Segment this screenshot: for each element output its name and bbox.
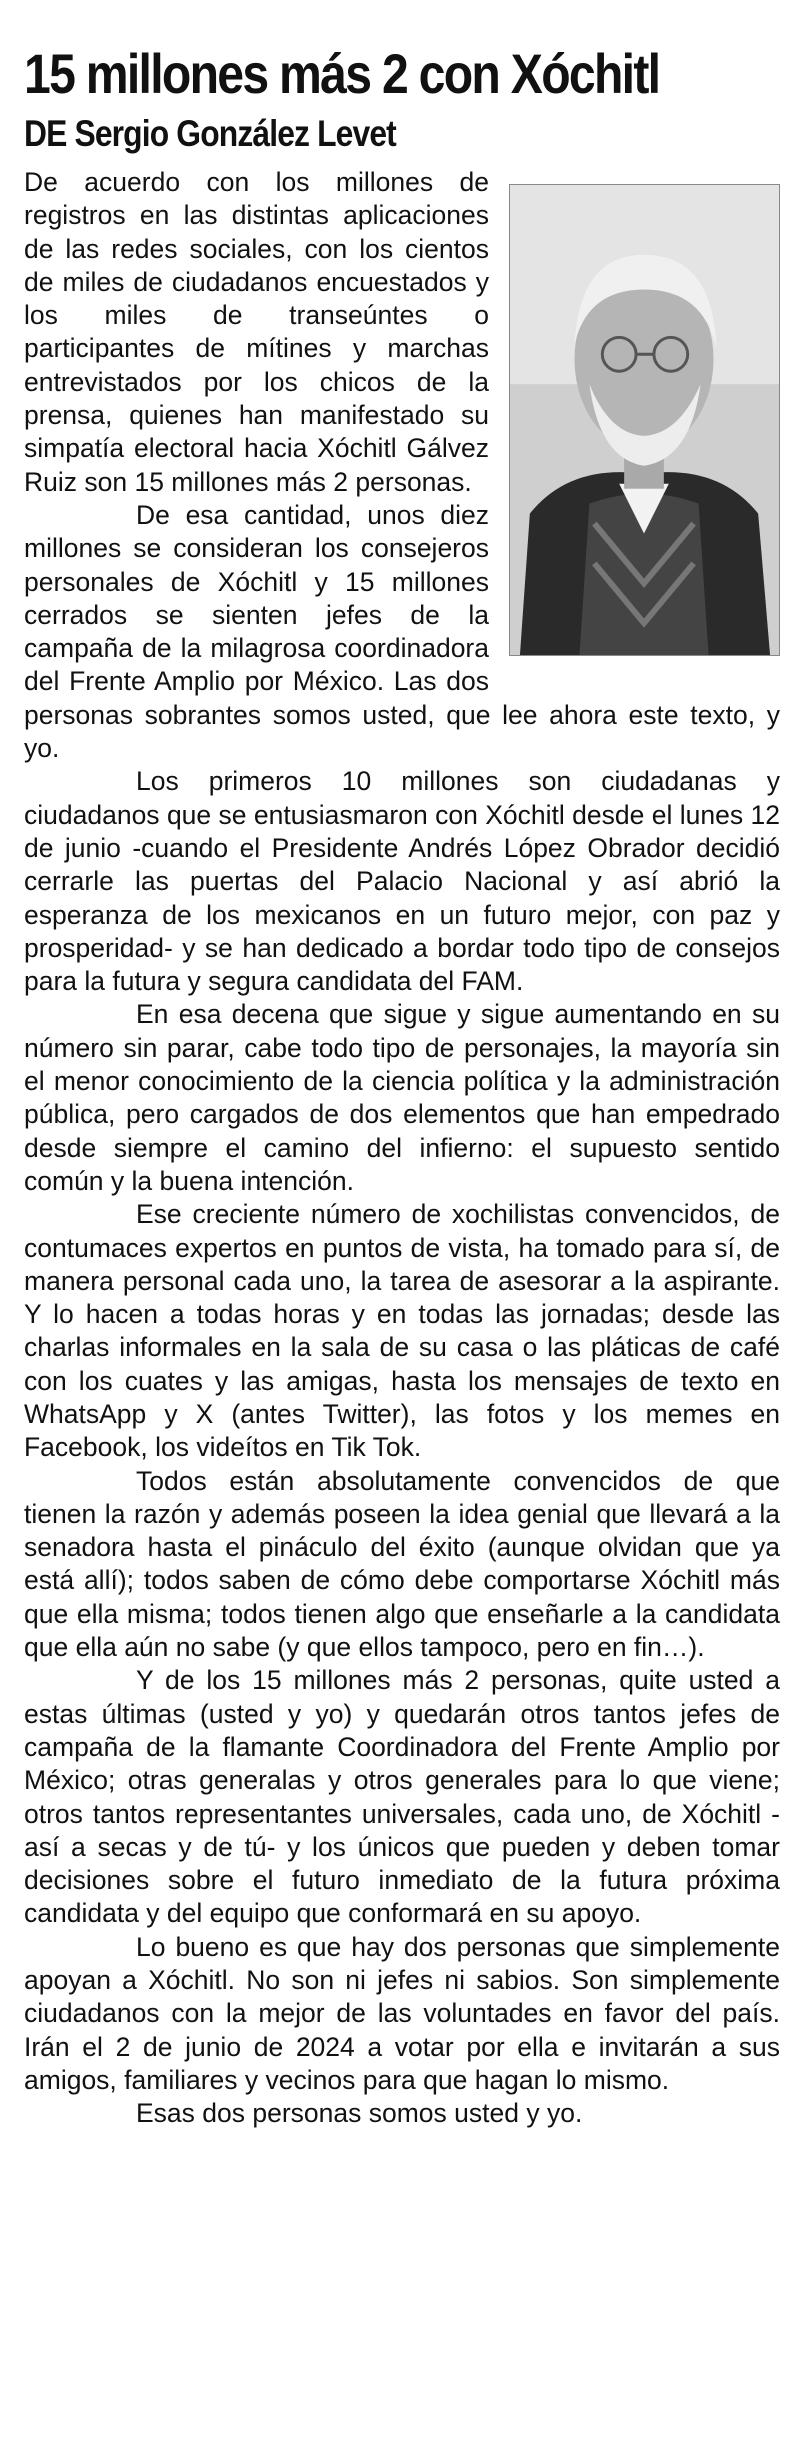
paragraph: Lo bueno es que hay dos personas que simplemente apoyan a Xóchitl. No son ni jefes ni sabios. Son simplemente ciudadanos con la mejor de las voluntades en favor del país. Irán el 2 de junio de 2024 a votar por ella e invitarán a sus amigos, familiares y vecinos para que hagan lo mismo. (24, 1931, 780, 2095)
author-portrait-icon (509, 184, 780, 656)
paragraph: Ese creciente número de xochilistas convencidos, de contumaces expertos en puntos de vista, ha tomado para sí, de manera personal cada uno, la tarea de asesorar a la aspirante. Y lo hacen a todas horas y en todas las jornadas; desde las charlas informales en la sala de su casa o las pláticas de café con los cuates y las amigas, hasta los mensajes de texto en WhatsApp y X (antes Twitter), las fotos y los memes en Facebook, los videítos en Tik Tok. (24, 1199, 780, 1463)
paragraph: De acuerdo con los millones de registros en las distintas aplicaciones de las redes sociales, con los cientos de miles de ciudadanos encuestados y los miles de transeúntes o participantes de mítines y marchas entrevistados por los chicos de la prensa, quienes han manifestado su simpatía electoral hacia Xóchitl Gálvez Ruiz son 15 millones más 2 personas. (24, 167, 489, 497)
byline: DE Sergio González Levet (24, 113, 396, 154)
paragraph: De esa cantidad, unos diez millones se consideran los consejeros personales de Xóchitl y 15 millones cerrados se sienten jefes de la campaña de la milagrosa coordinadora del Frente Amplio por México. Las dos personas sobrantes somos usted, que lee ahora este texto, y yo. (24, 499, 780, 764)
paragraph: Esas dos personas somos usted y yo. (136, 2098, 583, 2129)
paragraph: Los primeros 10 millones son ciudadanas y ciudadanos que se entusiasmaron con Xóchitl desde el lunes 12 de junio -cuando el Presidente Andrés López Obrador decidió cerrarle las puertas del Palacio Nacional y así abrió la esperanza de los mexicanos en un futuro mejor, con paz y prosperidad- y se han dedicado a bordar todo tipo de consejos para la futura y segura candidata del FAM. (24, 766, 780, 997)
paragraph: En esa decena que sigue y sigue aumentando en su número sin parar, cabe todo tipo de personajes, la mayoría sin el menor conocimiento de la ciencia política y la administración pública, pero cargados de dos elementos que han empedrado desde siempre el camino del infierno: el supuesto sentido común y la buena intención. (24, 999, 780, 1196)
article-body (24, 166, 780, 2131)
paragraph: Y de los 15 millones más 2 personas, quite usted a estas últimas (usted y yo) y quedarán otros tantos jefes de campaña de la flamante Coordinadora del Frente Amplio por México; otras generalas y otros generales para lo que viene; otros tantos representantes universales, cada uno, de Xóchitl -así a secas y de tú- y los únicos que pueden y deben tomar decisiones sobre el futuro inmediato de la futura próxima candidata y del equipo que conformará en su apoyo. (24, 1665, 780, 1929)
paragraph: Todos están absolutamente convencidos de que tienen la razón y además poseen la idea genial que llevará a la senadora hasta el pináculo del éxito (aunque olvidan que ya está allí); todos saben de cómo debe comportarse Xóchitl más que ella misma; todos tienen algo que enseñarle a la candidata que ella aún no sabe (y que ellos tampoco, pero en fin…). (24, 1465, 780, 1663)
headline: 15 millones más 2 con Xóchitl (24, 42, 660, 105)
